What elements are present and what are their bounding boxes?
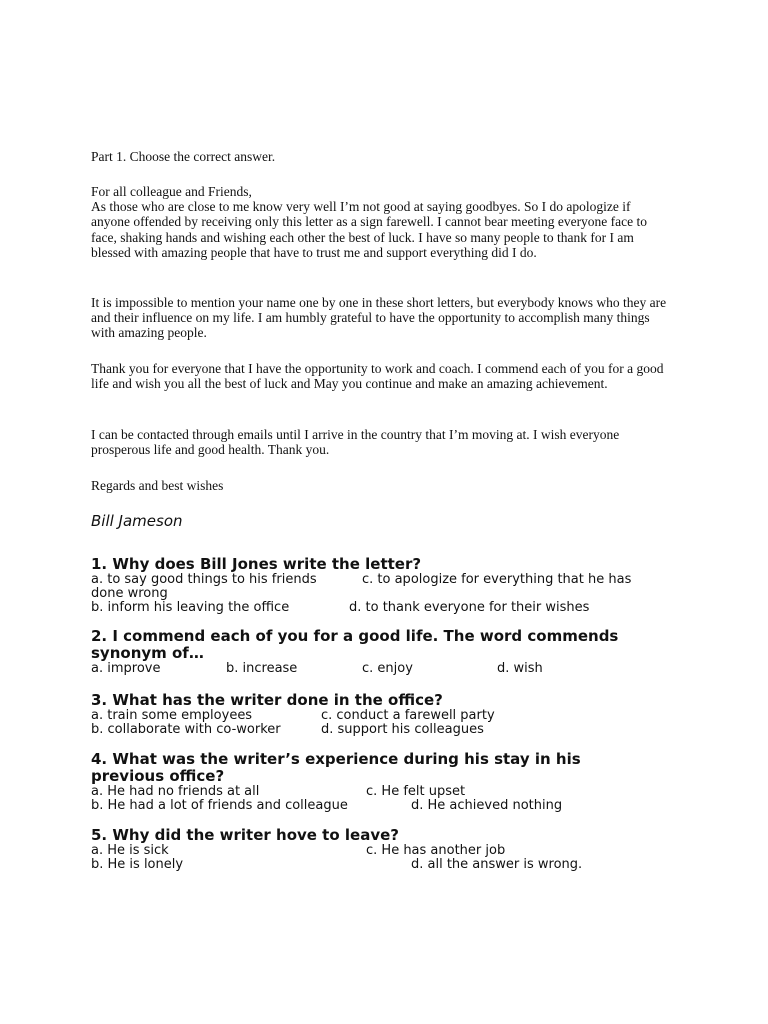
option-c[interactable]: c. conduct a farewell party xyxy=(321,708,495,723)
options-row-continued xyxy=(91,587,681,601)
option-d[interactable]: d. support his colleagues xyxy=(321,722,484,737)
option-d[interactable]: d. He achieved nothing xyxy=(411,798,563,813)
question-title: 5. Why did the writer hove to leave? xyxy=(91,826,399,844)
question-2 xyxy=(91,628,681,676)
option-a[interactable]: a. to say good things to his friends xyxy=(91,572,317,587)
option-c[interactable]: c. He has another job xyxy=(366,843,506,858)
question-1 xyxy=(91,556,681,615)
option-b[interactable]: b. collaborate with co-worker xyxy=(91,722,281,737)
option-b[interactable]: b. He had a lot of friends and colleague xyxy=(91,798,348,813)
letter-body-1: As those who are close to me know very well I’m not good at saying goodbyes. So I do apologize if anyone offended by receiving only this letter as a sign farewell. I cannot bear meeting everyone face to face, shaking hands and wishing each other the best of luck. I have so many people to thank for I am blessed with amazing people that have to trust me and support everything did I do. xyxy=(91,199,648,260)
option-a[interactable]: a. He had no friends at all xyxy=(91,784,260,799)
option-b[interactable]: b. inform his leaving the office xyxy=(91,600,290,615)
question-4 xyxy=(91,751,681,813)
option-d[interactable]: d. wish xyxy=(497,661,543,676)
option-d[interactable]: d. all the answer is wrong. xyxy=(411,857,583,872)
options-row xyxy=(91,601,681,615)
option-d[interactable]: d. to thank everyone for their wishes xyxy=(349,600,590,615)
options-row xyxy=(91,799,681,813)
letter-paragraph-3: Thank you for everyone that I have the opportunity to work and coach. I commend each of you for a good life and wish you all the best of luck and May you continue and make an amazing achievement. xyxy=(91,361,664,392)
question-title: 4. What was the writer’s experience during his stay in his previous office? xyxy=(91,750,581,785)
part-title: Part 1. Choose the correct answer. xyxy=(91,149,276,164)
options-row xyxy=(91,785,681,799)
letter-paragraph-1 xyxy=(91,184,671,260)
question-3 xyxy=(91,692,681,737)
option-c-continued: done wrong xyxy=(91,586,168,601)
letter-paragraph-4: I can be contacted through emails until I arrive in the country that I’m moving at. I wish everyone prosperous life and good health. Thank you. xyxy=(91,427,620,458)
letter-signature: Bill Jameson xyxy=(91,512,183,530)
letter-closing: Regards and best wishes xyxy=(91,478,224,493)
option-c[interactable]: c. to apologize for everything that he has xyxy=(362,572,632,587)
options-row xyxy=(91,709,681,723)
letter-greeting: For all colleague and Friends, xyxy=(91,184,252,199)
options-row xyxy=(91,573,681,587)
question-5 xyxy=(91,827,681,872)
option-a[interactable]: a. improve xyxy=(91,661,161,676)
question-title: 1. Why does Bill Jones write the letter? xyxy=(91,555,422,573)
options-row xyxy=(91,662,681,676)
option-a[interactable]: a. He is sick xyxy=(91,843,169,858)
letter-paragraph-2: It is impossible to mention your name one by one in these short letters, but everybody knows who they are and their influence on my life. I am humbly grateful to have the opportunity to accomplish many things with amazing people. xyxy=(91,295,667,341)
options-row xyxy=(91,858,681,872)
question-title: 3. What has the writer done in the office? xyxy=(91,691,443,709)
option-b[interactable]: b. He is lonely xyxy=(91,857,184,872)
option-c[interactable]: c. enjoy xyxy=(362,661,413,676)
option-b[interactable]: b. increase xyxy=(226,661,298,676)
option-a[interactable]: a. train some employees xyxy=(91,708,253,723)
question-title: 2. I commend each of you for a good life. The word commends synonym of… xyxy=(91,627,619,662)
option-c[interactable]: c. He felt upset xyxy=(366,784,466,799)
options-row xyxy=(91,844,681,858)
options-row xyxy=(91,723,681,737)
